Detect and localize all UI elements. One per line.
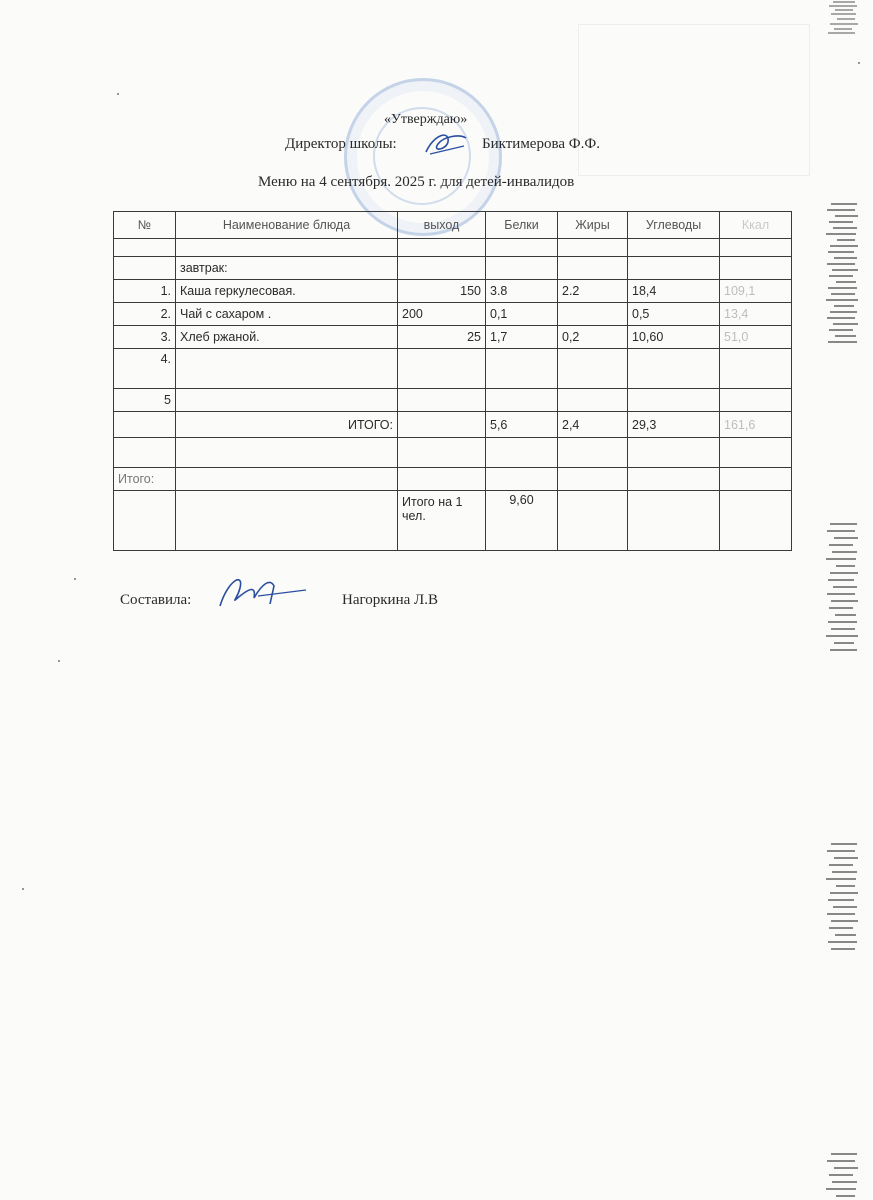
dish-protein: 1,7 (486, 326, 558, 349)
table-row (114, 389, 792, 412)
per-person-row (114, 491, 792, 551)
per-person-label: Итого на 1 чел. (398, 491, 486, 551)
dish-carbs: 10,60 (628, 326, 720, 349)
col-header-kcal: Ккал (720, 212, 792, 239)
compiler-signature (210, 570, 310, 612)
scan-artifact (825, 0, 859, 36)
table-row (114, 438, 792, 468)
scan-speck (22, 888, 24, 890)
scan-artifact (825, 840, 859, 960)
dish-out: 150 (398, 280, 486, 303)
table-row (114, 257, 792, 280)
total-carbs: 29,3 (628, 412, 720, 438)
dish-name: Каша геркулесовая. (176, 280, 398, 303)
dish-protein: 3.8 (486, 280, 558, 303)
menu-table (113, 211, 792, 551)
dish-kcal: 109,1 (720, 280, 792, 303)
dish-out: 25 (398, 326, 486, 349)
col-header-fat: Жиры (558, 212, 628, 239)
dish-protein: 0,1 (486, 303, 558, 326)
scan-artifact (825, 520, 859, 660)
dish-name: Хлеб ржаной. (176, 326, 398, 349)
row-num: 1. (114, 280, 176, 303)
table-row (114, 303, 792, 326)
table-row (114, 326, 792, 349)
row-num: 2. (114, 303, 176, 326)
scan-speck (117, 93, 119, 95)
row-num: 3. (114, 326, 176, 349)
compiled-label: Составила: (120, 592, 192, 608)
scan-artifact (825, 1150, 859, 1200)
scan-speck (58, 660, 60, 662)
total-label: ИТОГО: (176, 412, 398, 438)
meal-label: завтрак: (176, 257, 398, 280)
table-header-row (114, 212, 792, 239)
dish-out: 200 (398, 303, 486, 326)
dish-carbs: 0,5 (628, 303, 720, 326)
col-header-carbs: Углеводы (628, 212, 720, 239)
dish-fat (558, 303, 628, 326)
dish-fat: 2.2 (558, 280, 628, 303)
col-header-out: выход (398, 212, 486, 239)
col-header-dish: Наименование блюда (176, 212, 398, 239)
itogo-label: Итого: (114, 468, 176, 491)
approve-heading: «Утверждаю» (384, 112, 468, 127)
row-num: 4. (114, 349, 176, 389)
table-row (114, 239, 792, 257)
menu-title: Меню на 4 сентября. 2025 г. для детей-инвалидов (258, 174, 575, 190)
compiled-line (120, 592, 438, 609)
scan-artifact (825, 200, 859, 350)
director-signature (420, 128, 472, 158)
row-num: 5 (114, 389, 176, 412)
dish-fat: 0,2 (558, 326, 628, 349)
dish-carbs: 18,4 (628, 280, 720, 303)
compiled-name: Нагоркина Л.В (342, 592, 438, 608)
scan-speck (74, 578, 76, 580)
director-line (285, 136, 600, 153)
col-header-num: № (114, 212, 176, 239)
total-fat: 2,4 (558, 412, 628, 438)
per-person-value: 9,60 (486, 491, 558, 551)
total-protein: 5,6 (486, 412, 558, 438)
total-kcal: 161,6 (720, 412, 792, 438)
table-row (114, 468, 792, 491)
scan-speck (858, 62, 860, 64)
table-row (114, 349, 792, 389)
faint-scan-box (578, 24, 810, 176)
director-label: Директор школы: (285, 136, 397, 152)
director-name: Биктимерова Ф.Ф. (482, 136, 600, 152)
total-row (114, 412, 792, 438)
dish-kcal: 13,4 (720, 303, 792, 326)
dish-kcal: 51,0 (720, 326, 792, 349)
dish-name: Чай с сахаром . (176, 303, 398, 326)
table-row (114, 280, 792, 303)
col-header-protein: Белки (486, 212, 558, 239)
